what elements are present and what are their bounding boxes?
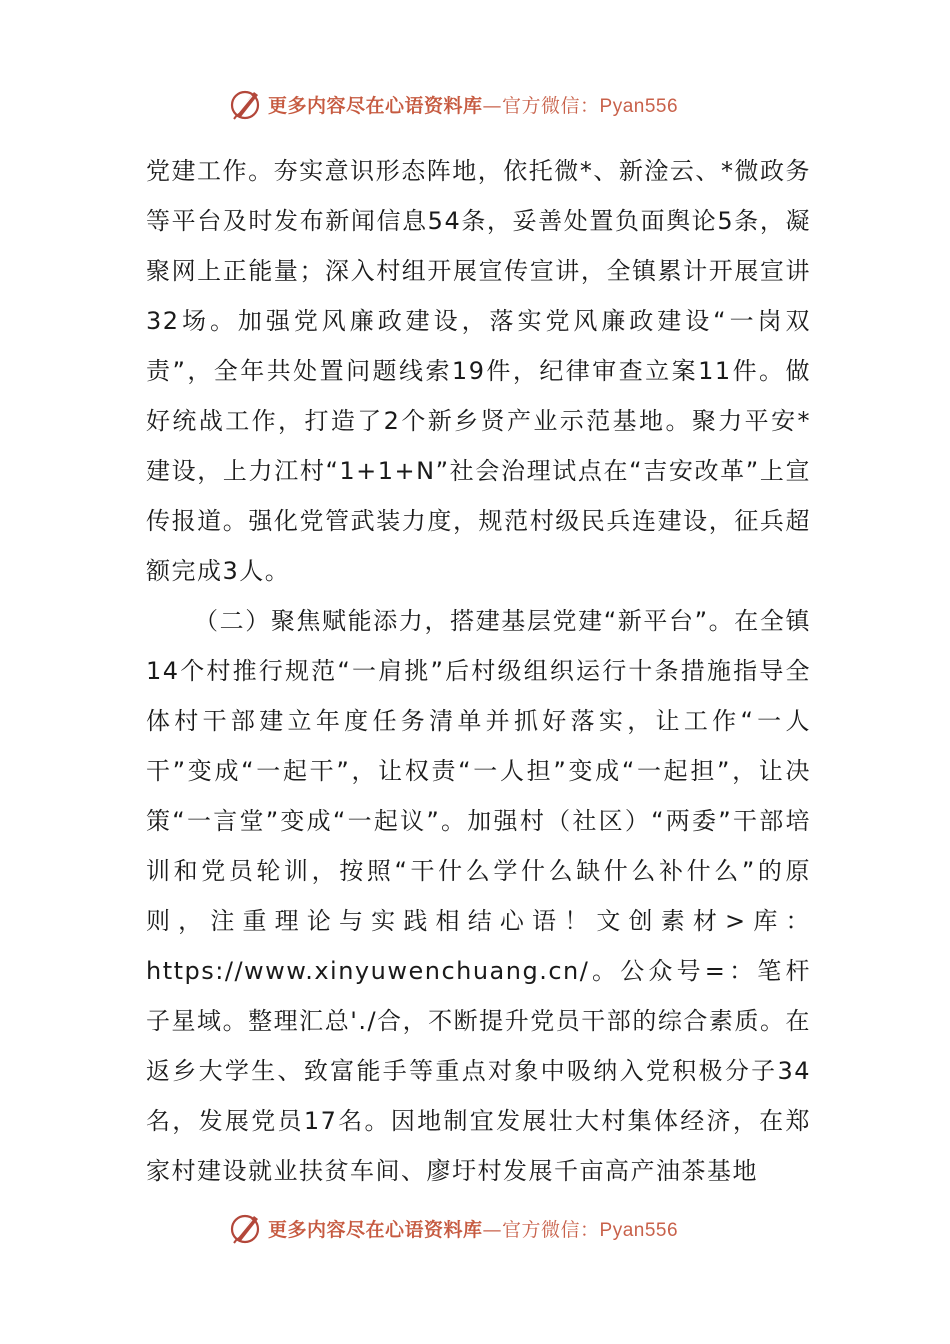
watermark-text: 更多内容尽在心语资料库—官方微信：Pyan556 (268, 1218, 679, 1241)
footer-watermark (228, 1208, 748, 1248)
header-watermark (228, 84, 748, 124)
quill-pen-logo-icon (228, 86, 264, 122)
paragraph: （二）聚焦赋能添力，搭建基层党建“新平台”。在全镇14个村推行规范“一肩挑”后村级组织运行十条措施指导全体村干部建立年度任务清单并抓好落实，让工作“一人干”变成“一起干”，让权责“一人担”变成“一起担”，让决策“一言堂”变成“一起议”。加强村（社区）“两委”干部培训和党员轮训，按照“干什么学什么缺什么补什么”的原则，注重理论与实践相结心语！文创素材>库：https://www.xinyuwenchuang.cn/。公众号=：笔杆子星域。整理汇总'./合，不断提升党员干部的综合素质。在返乡大学生、致富能手等重点对象中吸纳入党积极分子34名，发展党员17名。因地制宜发展壮大村集体经济，在郑家村建设就业扶贫车间、廖圩村发展千亩高产油茶基地 (146, 607, 811, 1185)
body-text (146, 146, 811, 1196)
quill-pen-logo-icon (228, 1210, 264, 1246)
paragraph: 党建工作。夯实意识形态阵地，依托微*、新淦云、*微政务等平台及时发布新闻信息54条，妥善处置负面舆论5条，凝聚网上正能量；深入村组开展宣传宣讲，全镇累计开展宣讲32场。加强党风廉政建设，落实党风廉政建设“一岗双责”，全年共处置问题线索19件，纪律审查立案11件。做好统战工作，打造了2个新乡贤产业示范基地。聚力平安*建设，上力江村“1+1+N”社会治理试点在“吉安改革”上宣传报道。强化党管武装力度，规范村级民兵连建设，征兵超额完成3人。 (146, 157, 811, 585)
watermark-text: 更多内容尽在心语资料库—官方微信：Pyan556 (268, 94, 679, 117)
